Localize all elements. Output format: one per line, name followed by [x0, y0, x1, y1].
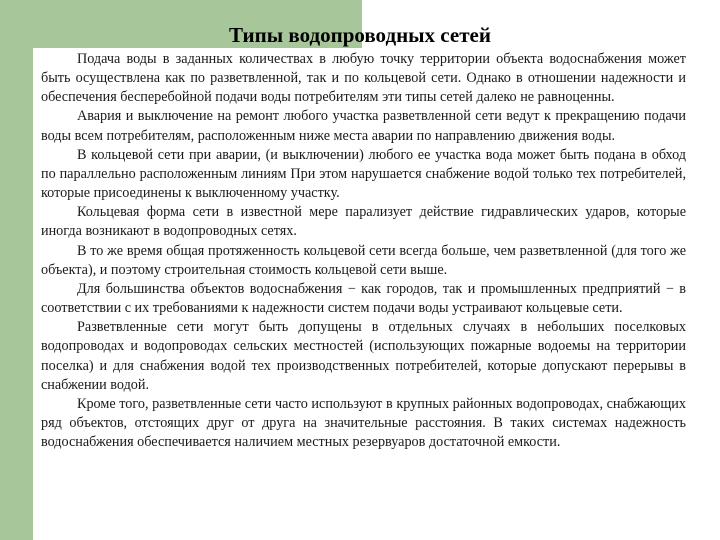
paragraph-2: Авария и выключение на ремонт любого участка разветвленной сети ведут к прекращению подачи воды всем потребителям, расположенным ниже места аварии по направлению движения воды. — [41, 108, 686, 144]
paragraph-4: Кольцевая форма сети в известной мере парализует действие гидравлических ударов, которые иногда возникают в водопроводных сетях. — [41, 204, 686, 240]
paragraph-8: Кроме того, разветвленные сети часто используют в крупных районных водопроводах, снабжающих ряд объектов, отстоящих друг от друга на значительные расстояния. В таких системах надежность водоснабжения обеспечивается наличием местных резервуаров достаточной емкости. — [41, 395, 686, 451]
body-text — [41, 50, 686, 452]
paragraph-5: В то же время общая протяженность кольцевой сети всегда больше, чем разветвленной (для того же объекта), и поэтому строительная стоимость кольцевой сети выше. — [41, 242, 686, 278]
page-title: Типы водопроводных сетей — [229, 23, 491, 47]
paragraph-3: В кольцевой сети при аварии, (и выключении) любого ее участка вода может быть подана в обход по параллельно расположенным линиям При этом нарушается снабжение водой только тех потребителей, которые присоединены к выключенному участку. — [41, 146, 686, 202]
paragraph-6: Для большинства объектов водоснабжения − как городов, так и промышленных предприятий − в соответствии с их требованиями к надежности систем подачи воды устраивают кольцевые сети. — [41, 280, 686, 317]
paragraph-1: Подача воды в заданных количествах в любую точку территории объекта водоснабжения может быть осуществлена как по разветвленной, так и по кольцевой сети. Однако в отношении надежности и обеспечения бесперебойной подачи воды потребителям эти типы сетей далеко не равноценны. — [41, 51, 686, 106]
paragraph-7: Разветвленные сети могут быть допущены в отдельных случаях в небольших поселковых водопроводах и водопроводах сельских местностей (использующих пожарные водоемы на территории поселка) и для снабжения водой тех производственных потребителей, которые допускают перерывы в снабжении водой. — [41, 319, 686, 393]
